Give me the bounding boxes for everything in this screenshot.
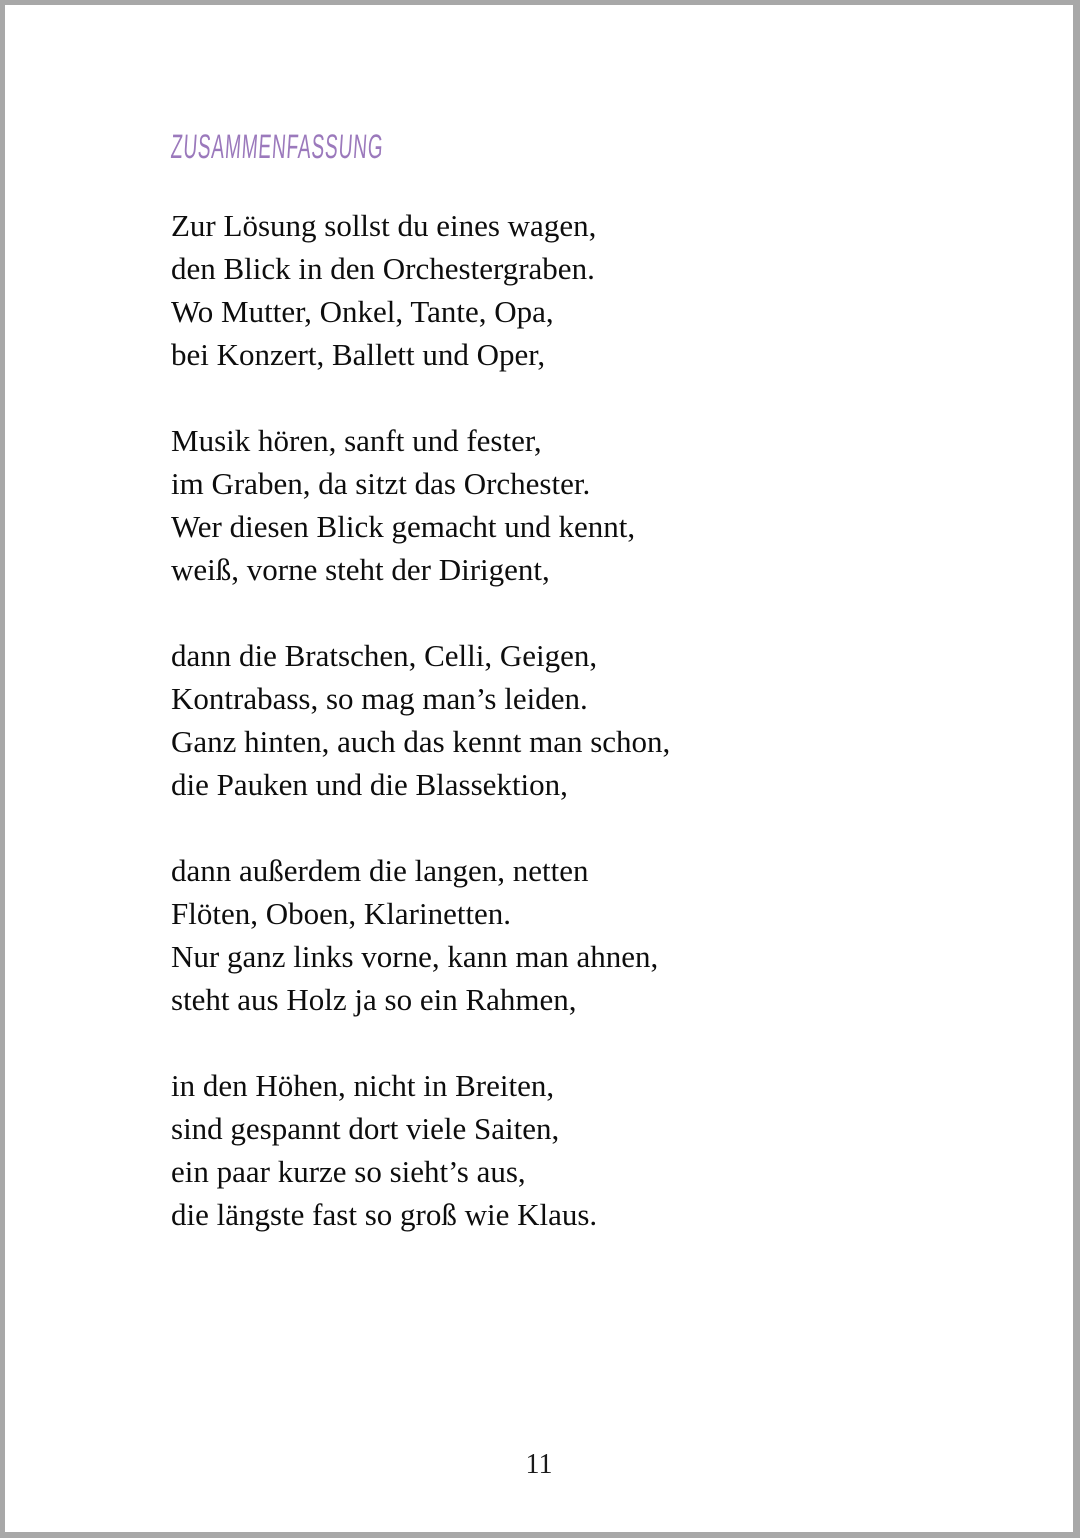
poem-line: Flöten, Oboen, Klarinetten. xyxy=(171,896,512,931)
poem-line: Nur ganz links vorne, kann man ahnen, xyxy=(171,939,659,974)
poem-stanza xyxy=(171,1064,670,1236)
poem-line: Wo Mutter, Onkel, Tante, Opa, xyxy=(171,294,554,329)
page-title: ZUSAMMENFASSUNG xyxy=(169,128,385,166)
poem-stanza xyxy=(171,204,670,376)
poem-line: weiß, vorne steht der Dirigent, xyxy=(171,552,550,587)
poem-line: sind gespannt dort viele Saiten, xyxy=(171,1111,560,1146)
poem-line: die längste fast so groß wie Klaus. xyxy=(171,1197,598,1232)
poem-line: Zur Lösung sollst du eines wagen, xyxy=(171,208,597,243)
poem-line: ein paar kurze so sieht’s aus, xyxy=(171,1154,526,1189)
poem-line: in den Höhen, nicht in Breiten, xyxy=(171,1068,555,1103)
poem-line: Musik hören, sanft und fester, xyxy=(171,423,542,458)
poem-line: Wer diesen Blick gemacht und kennt, xyxy=(171,509,636,544)
poem-line: dann außerdem die langen, netten xyxy=(171,853,589,888)
poem-line: bei Konzert, Ballett und Oper, xyxy=(171,337,546,372)
poem-line: Ganz hinten, auch das kennt man schon, xyxy=(171,724,671,759)
poem-line: dann die Bratschen, Celli, Geigen, xyxy=(171,638,598,673)
poem-line: den Blick in den Orchestergraben. xyxy=(171,251,595,286)
poem-line: steht aus Holz ja so ein Rahmen, xyxy=(171,982,577,1017)
poem-stanza xyxy=(171,419,670,591)
poem-stanza xyxy=(171,634,670,806)
poem-line: Kontrabass, so mag man’s leiden. xyxy=(171,681,588,716)
page-number: 11 xyxy=(525,1449,553,1480)
poem-line: im Graben, da sitzt das Orchester. xyxy=(171,466,591,501)
poem-stanza xyxy=(171,849,670,1021)
poem xyxy=(171,204,670,1279)
poem-line: die Pauken und die Blassektion, xyxy=(171,767,568,802)
